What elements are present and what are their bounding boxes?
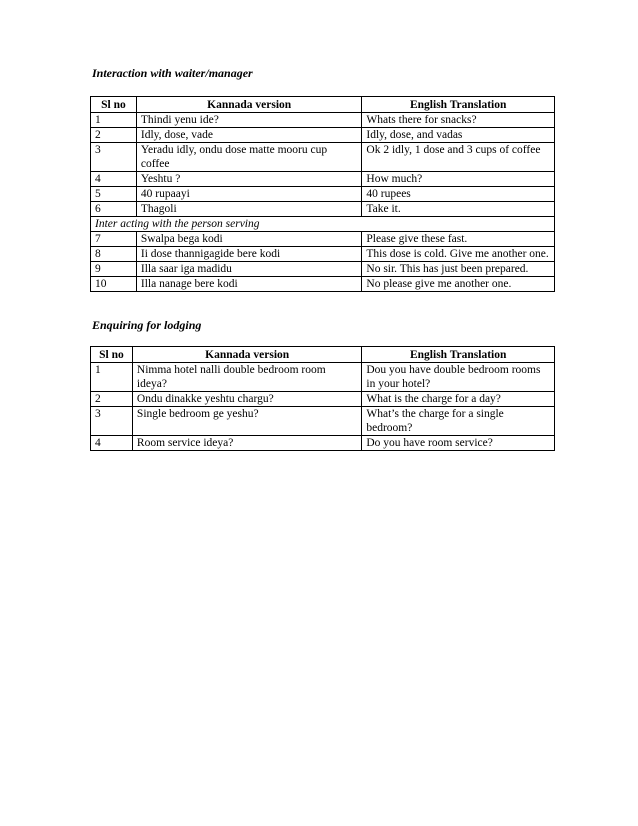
cell-kannada: Thagoli — [136, 202, 361, 217]
cell-kannada: Swalpa bega kodi — [136, 232, 361, 247]
header-sl-no: Sl no — [91, 347, 133, 363]
table-row — [91, 187, 555, 202]
cell-kannada: Idly, dose, vade — [136, 128, 361, 143]
table-header-row — [91, 97, 555, 113]
table-subheading-row — [91, 217, 555, 232]
cell-kannada: Thindi yenu ide? — [136, 113, 361, 128]
waiter-table — [90, 96, 555, 292]
cell-sl-no: 10 — [91, 277, 137, 292]
cell-english: No please give me another one. — [362, 277, 555, 292]
cell-kannada: Single bedroom ge yeshu? — [132, 407, 361, 436]
cell-kannada: Illa nanage bere kodi — [136, 277, 361, 292]
section-heading-lodging: Enquiring for lodging — [92, 318, 202, 332]
cell-sl-no: 1 — [91, 113, 137, 128]
table-row — [91, 436, 555, 451]
cell-kannada: Yeshtu ? — [136, 172, 361, 187]
cell-english: What’s the charge for a single bedroom? — [362, 407, 555, 436]
cell-sl-no: 8 — [91, 247, 137, 262]
cell-english: Idly, dose, and vadas — [362, 128, 555, 143]
cell-sl-no: 9 — [91, 262, 137, 277]
table-row — [91, 407, 555, 436]
cell-kannada: Nimma hotel nalli double bedroom room ideya? — [132, 363, 361, 392]
cell-kannada: 40 rupaayi — [136, 187, 361, 202]
header-kannada: Kannada version — [136, 97, 361, 113]
cell-kannada: Ii dose thannigagide bere kodi — [136, 247, 361, 262]
cell-sl-no: 4 — [91, 172, 137, 187]
cell-sl-no: 4 — [91, 436, 133, 451]
cell-sl-no: 1 — [91, 363, 133, 392]
cell-english: 40 rupees — [362, 187, 555, 202]
cell-english: No sir. This has just been prepared. — [362, 262, 555, 277]
cell-english: Ok 2 idly, 1 dose and 3 cups of coffee — [362, 143, 555, 172]
cell-english: Take it. — [362, 202, 555, 217]
header-english: English Translation — [362, 347, 555, 363]
table-row — [91, 143, 555, 172]
table-row — [91, 232, 555, 247]
cell-sl-no: 3 — [91, 143, 137, 172]
cell-kannada: Illa saar iga madidu — [136, 262, 361, 277]
cell-english: Whats there for snacks? — [362, 113, 555, 128]
header-english: English Translation — [362, 97, 555, 113]
section-heading-waiter: Interaction with waiter/manager — [92, 66, 253, 80]
cell-sl-no: 2 — [91, 392, 133, 407]
table-row — [91, 113, 555, 128]
cell-english: Please give these fast. — [362, 232, 555, 247]
cell-sl-no: 6 — [91, 202, 137, 217]
table-row — [91, 202, 555, 217]
lodging-table — [90, 346, 555, 451]
table-row — [91, 277, 555, 292]
table-row — [91, 128, 555, 143]
cell-sl-no: 2 — [91, 128, 137, 143]
cell-kannada: Room service ideya? — [132, 436, 361, 451]
cell-sl-no: 5 — [91, 187, 137, 202]
table-row — [91, 172, 555, 187]
header-sl-no: Sl no — [91, 97, 137, 113]
cell-english: Dou you have double bedroom rooms in your hotel? — [362, 363, 555, 392]
table-row — [91, 247, 555, 262]
cell-kannada: Ondu dinakke yeshtu chargu? — [132, 392, 361, 407]
cell-sl-no: 7 — [91, 232, 137, 247]
table-header-row — [91, 347, 555, 363]
cell-english: This dose is cold. Give me another one. — [362, 247, 555, 262]
cell-english: How much? — [362, 172, 555, 187]
header-kannada: Kannada version — [132, 347, 361, 363]
table-row — [91, 262, 555, 277]
table-row — [91, 392, 555, 407]
cell-sl-no: 3 — [91, 407, 133, 436]
cell-english: Do you have room service? — [362, 436, 555, 451]
cell-kannada: Yeradu idly, ondu dose matte mooru cup coffee — [136, 143, 361, 172]
cell-english: What is the charge for a day? — [362, 392, 555, 407]
table-row — [91, 363, 555, 392]
table-subheading: Inter acting with the person serving — [91, 217, 555, 232]
